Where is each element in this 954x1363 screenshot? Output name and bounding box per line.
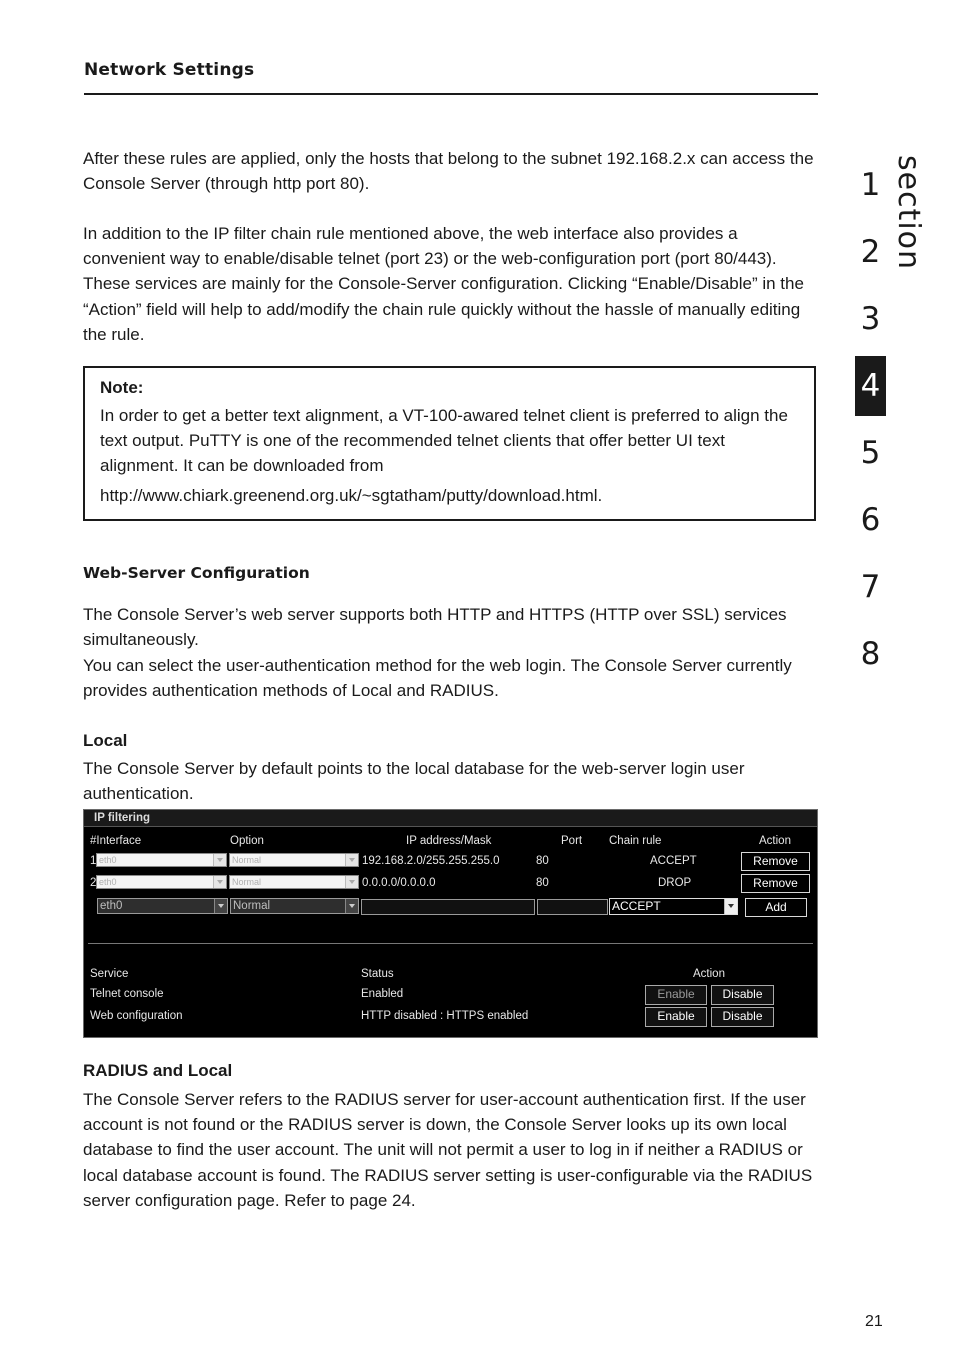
col-interface: #Interface (90, 835, 142, 847)
service-status: Enabled (361, 988, 404, 1000)
chevron-down-icon (345, 876, 358, 888)
chevron-down-icon (213, 876, 226, 888)
local-heading: Local (83, 731, 128, 750)
section-tab-2[interactable]: 2 (860, 234, 881, 270)
page-header-title: Network Settings (84, 60, 255, 80)
option-value: Normal (232, 855, 262, 865)
telnet-disable-button[interactable]: Disable (711, 985, 774, 1005)
page-number: 21 (865, 1313, 883, 1330)
section-tab-4[interactable]: 4 (855, 356, 886, 416)
note-title: Note: (100, 378, 144, 397)
chain-rule-value: DROP (658, 877, 692, 889)
chevron-down-icon (345, 854, 358, 866)
chevron-down-icon (345, 899, 358, 913)
section-label: section (891, 155, 926, 271)
option-select (229, 875, 359, 889)
ip-mask-input[interactable] (361, 899, 535, 915)
chevron-down-icon (213, 854, 226, 866)
interface-value: eth0 (100, 900, 123, 912)
col-chain-rule: Chain rule (609, 835, 662, 847)
option-value: Normal (232, 877, 262, 887)
chain-rule-select[interactable] (609, 898, 738, 915)
interface-select (96, 875, 227, 889)
panel-title: IP filtering (84, 810, 817, 827)
paragraph-local: The Console Server by default points to the local database for the web-server login user authentication. (83, 759, 745, 804)
chevron-down-icon (724, 899, 737, 914)
ip-filtering-panel (83, 809, 818, 1038)
paragraph-radius-local: The Console Server refers to the RADIUS server for user-account authentication first. If the user account is not found or the RADIUS server is down, the Console Server looks up its own local database to find the user account. The unit will not permit a user to log in if neither a RADIUS or local database account is found. The RADIUS server setting is user-configurable via the RADIUS server configuration page. Refer to page 24. (83, 1090, 813, 1210)
section-tab-3[interactable]: 3 (860, 301, 881, 337)
web-server-heading: Web-Server Configuration (83, 564, 310, 582)
ip-mask-value: 192.168.2.0/255.255.255.0 (362, 855, 500, 867)
remove-button[interactable]: Remove (741, 874, 810, 893)
port-value: 80 (536, 877, 549, 889)
service-status: HTTP disabled : HTTPS enabled (361, 1010, 529, 1022)
section-tab-7[interactable]: 7 (860, 569, 881, 605)
interface-select (96, 853, 227, 867)
web-disable-button[interactable]: Disable (711, 1007, 774, 1027)
col-ip: IP address/Mask (406, 835, 492, 847)
service-name: Web configuration (90, 1010, 183, 1022)
col-port: Port (561, 835, 583, 847)
web-enable-button[interactable]: Enable (645, 1007, 707, 1027)
port-value: 80 (536, 855, 549, 867)
new-option-select[interactable] (230, 898, 359, 914)
section-tab-1[interactable]: 1 (860, 167, 881, 203)
chevron-down-icon (214, 899, 227, 913)
ip-mask-value: 0.0.0.0/0.0.0.0 (362, 877, 436, 889)
paragraph-subnet: After these rules are applied, only the hosts that belong to the subnet 192.168.2.x can access the Console Server (through http port 80). (83, 149, 814, 194)
port-input[interactable] (537, 899, 608, 915)
putty-download-link[interactable]: http://www.chiark.greenend.org.uk/~sgtatham/putty/download.html. (100, 486, 603, 505)
telnet-enable-button[interactable]: Enable (645, 985, 707, 1005)
action-header: Action (693, 968, 725, 980)
new-interface-select[interactable] (97, 898, 228, 914)
service-header: Service (90, 968, 129, 980)
status-header: Status (361, 968, 394, 980)
row-number: 2 (90, 877, 97, 889)
paragraph-web-interface: In addition to the IP filter chain rule mentioned above, the web interface also provides a convenient way to enable/disable telnet (port 23) or the web-configuration port (port 80/443). These services are mainly for the Console-Server configuration. Clicking “Enable/Disable” in the “Action” field will help to add/modify the chain rule quickly without the hassle of manually editing the rule. (83, 224, 804, 344)
option-value: Normal (233, 900, 271, 912)
section-tab-5[interactable]: 5 (860, 435, 881, 471)
option-select (229, 853, 359, 867)
chain-rule-value: ACCEPT (612, 899, 661, 913)
service-name: Telnet console (90, 988, 164, 1000)
note-body: In order to get a better text alignment, a VT-100-awared telnet client is preferred to align the text output. PuTTY is one of the recommended telnet clients that offer better UI text alignment. It can be downloaded from (100, 406, 788, 476)
col-option: Option (230, 835, 264, 847)
panel-divider (88, 943, 813, 944)
paragraph-auth-method: You can select the user-authentication method for the web login. The Console Server currently provides authentication methods of Local and RADIUS. (83, 656, 792, 701)
interface-value: eth0 (99, 855, 117, 865)
radius-local-heading: RADIUS and Local (83, 1061, 233, 1080)
paragraph-http-https: The Console Server’s web server supports both HTTP and HTTPS (HTTP over SSL) services simultaneously. (83, 605, 787, 650)
header-rule (84, 93, 818, 95)
row-number: 1 (90, 855, 97, 867)
interface-value: eth0 (99, 877, 117, 887)
section-tab-6[interactable]: 6 (860, 502, 881, 538)
note-box (83, 366, 816, 521)
chain-rule-value: ACCEPT (650, 855, 697, 867)
add-button[interactable]: Add (745, 898, 807, 917)
col-action: Action (759, 835, 791, 847)
remove-button[interactable]: Remove (741, 852, 810, 871)
section-tab-8[interactable]: 8 (860, 636, 881, 672)
